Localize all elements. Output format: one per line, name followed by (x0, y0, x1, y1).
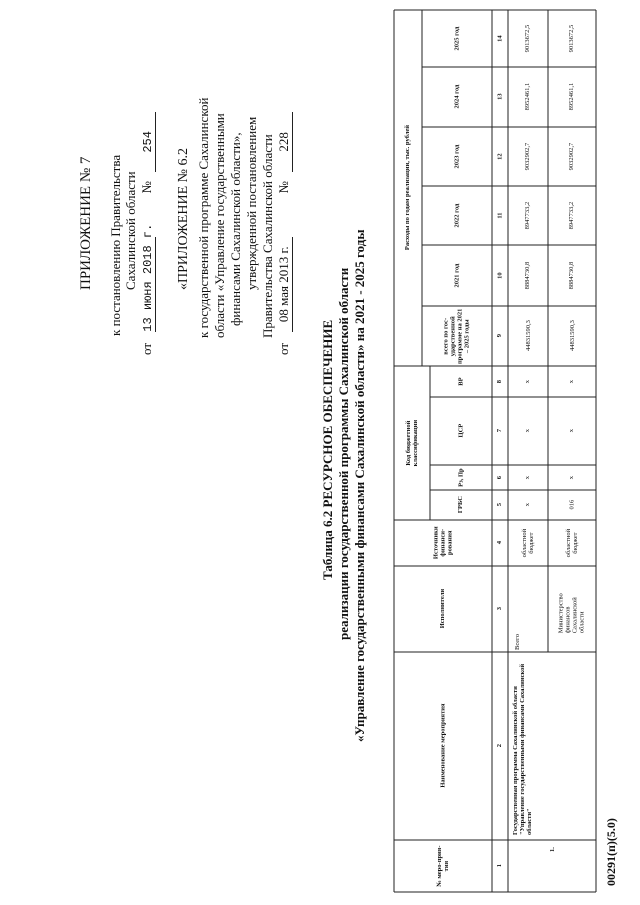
header-vr: ВР (457, 377, 465, 386)
appendix-7-title: ПРИЛОЖЕНИЕ № 7 (78, 156, 94, 290)
row1-2025: 9013672,5 (524, 24, 532, 53)
appendix-7-line1: к постановлению Правительства (108, 154, 123, 336)
header-total: всего по гос-ударственной программе на 2021 – 2025 годы (442, 308, 472, 364)
colnum-5: 5 (496, 503, 504, 507)
table-caption: Таблица 6.2 РЕСУРСНОЕ ОБЕСПЕЧЕНИЕ (320, 319, 335, 580)
row1-2023: 9032902,7 (524, 142, 532, 171)
appendix-62-number: 228 (276, 112, 293, 172)
colnum-3: 3 (496, 607, 504, 611)
row2-2025: 9013672,5 (568, 24, 576, 53)
header-grbs: ГРБС (457, 496, 465, 514)
appendix-7-number: 254 (141, 112, 156, 172)
appendix-62-line2: области «Управление государственными (212, 113, 227, 338)
row2-vr: х (568, 379, 576, 384)
row1-2022: 8947733,2 (524, 201, 532, 230)
colnum-12: 12 (496, 153, 504, 160)
header-2022: 2022 год (453, 203, 461, 228)
header-csr: ЦСР (457, 424, 465, 438)
row2-2023: 9032902,7 (568, 142, 576, 171)
colnum-13: 13 (496, 93, 504, 101)
row1-grbs: х (524, 503, 532, 507)
appendix-62-line1: к государственной программе Сахалинской (196, 97, 211, 338)
colnum-4: 4 (496, 541, 504, 545)
row-program-name: Государственная программа Сахалинской области "Управление государственными финансами Сахалинской области" (512, 663, 534, 835)
colnum-14: 14 (496, 35, 504, 42)
row2-total: 44831590,3 (568, 320, 576, 352)
header-2024: 2024 год (453, 85, 461, 109)
appendix-62-line4: утвержденной постановлением (244, 116, 259, 290)
row2-2022: 8947733,2 (568, 201, 576, 230)
colnum-2: 2 (496, 744, 504, 748)
appendix-7-line2: Сахалинской области (123, 171, 138, 290)
heading-line2: реализации государственной программы Сахалинской области (336, 267, 351, 640)
colnum-9: 9 (496, 334, 504, 338)
header-expenses: Расходы по годам реализации, тыс. рублей (404, 125, 412, 251)
table-row: Всего (514, 634, 521, 650)
row1-source: областной бюджет (520, 528, 535, 558)
row-number: 1. (548, 847, 556, 853)
header-sources: Источники финанси-рования (432, 526, 454, 560)
heading-line3: «Управление государственными финансами Сахалинской области» на 2021 - 2025 годы (352, 229, 367, 742)
appendix-7-date: 13 июня 2018 г. (141, 223, 155, 332)
colnum-11: 11 (496, 212, 504, 219)
appendix-62-date: 08 мая 2013 г. (276, 237, 293, 332)
row2-rzpr: х (568, 475, 576, 480)
appendix-62-from-label: от (276, 342, 291, 355)
appendix-62-title: «ПРИЛОЖЕНИЕ № 6.2 (176, 148, 191, 290)
header-2021: 2021 год (453, 263, 461, 288)
row1-rzpr: х (524, 475, 532, 480)
appendix-62-num-label: № (276, 181, 291, 194)
row2-2021: 8884730,8 (568, 261, 576, 290)
colnum-1: 1 (496, 864, 504, 868)
header-num: № меро-прия-тия (435, 845, 450, 887)
row1-2021: 8884730,8 (524, 261, 532, 290)
colnum-8: 8 (496, 379, 504, 384)
appendix-62-line5: Правительства Сахалинской области (260, 134, 275, 338)
colnum-6: 6 (496, 475, 504, 480)
row2-source: областной бюджет (564, 528, 579, 558)
row2-2024: 8952461,1 (568, 83, 576, 111)
header-executors: Исполнители (439, 589, 447, 629)
row2-grbs: 016 (568, 500, 576, 510)
appendix-7-num-label: № (139, 181, 154, 194)
header-rzpr: Рз, Пр (457, 468, 465, 487)
footer-code: 00291(п)(5.0) (604, 818, 618, 886)
header-2023: 2023 год (453, 144, 461, 169)
row2-csr: х (568, 429, 576, 433)
row1-vr: х (524, 379, 532, 384)
header-name: Наименование мероприятия (439, 703, 447, 789)
header-2025: 2025 год (453, 26, 461, 51)
colnum-7: 7 (496, 429, 504, 433)
header-budget-code: Код бюджетной классификации (404, 419, 419, 467)
colnum-10: 10 (496, 272, 504, 279)
row1-total: 44831590,3 (524, 320, 532, 352)
row1-2024: 8952461,1 (524, 83, 532, 111)
table-row: Министерство финансов Сахалинской области (557, 592, 587, 633)
appendix-7-from-label: от (139, 342, 154, 355)
appendix-62-line3: финансами Сахалинской области», (228, 132, 243, 326)
row1-csr: х (524, 429, 532, 433)
